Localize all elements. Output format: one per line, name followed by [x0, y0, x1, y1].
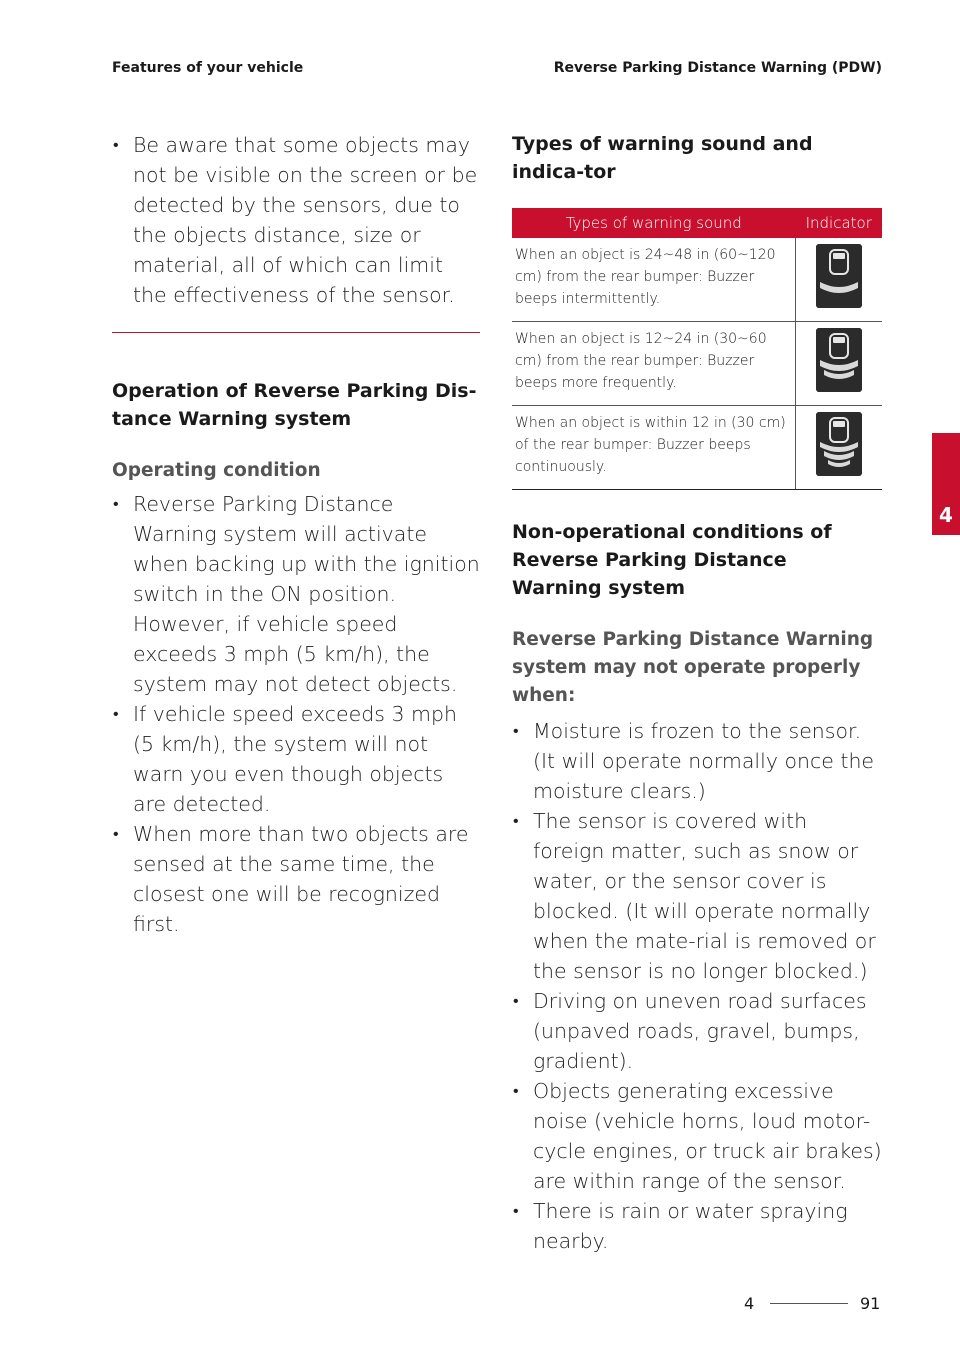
parking-sensor-far-icon: [816, 244, 862, 308]
indicator-cell: [796, 322, 883, 406]
table-row: [512, 322, 882, 406]
table-row: [512, 238, 882, 322]
list-item: • Reverse Parking Distance Warning system will activate when backing up with the ignition switch in the ON position. However, if vehicle speed exceeds 3 mph (5 km/h), the system may not detect objects.: [112, 489, 480, 699]
warning-sound-cell: When an object is 12~24 in (30~60 cm) from the rear bumper: Buzzer beeps more frequently.: [512, 322, 796, 406]
table-header-row: [512, 208, 882, 238]
types-heading: Types of warning sound and indica-tor: [512, 133, 813, 183]
list-item: • When more than two objects are sensed at the same time, the closest one will be recognized first.: [112, 819, 480, 939]
right-column: [512, 130, 882, 1256]
section-divider: [112, 332, 480, 333]
footer-divider: [770, 1303, 848, 1304]
chapter-side-tab: 4: [932, 433, 960, 535]
list-item: • Driving on uneven road surfaces (unpaved roads, gravel, bumps, gradient).: [512, 986, 882, 1076]
operating-bullet-list: [112, 489, 480, 939]
list-item: • There is rain or water spraying nearby.: [512, 1196, 882, 1256]
non-operational-heading: Non-operational conditions of Reverse Parking Distance Warning system: [512, 521, 832, 599]
footer-page-number: 91: [860, 1294, 881, 1313]
parking-sensor-mid-icon: [816, 328, 862, 392]
warning-sound-table: [512, 208, 882, 490]
column-header-indicator: Indicator: [796, 208, 883, 238]
list-item: • Be aware that some objects may not be visible on the screen or be detected by the sensors, due to the objects distance, size or material, all of which can limit the effectiveness of the sensor.: [112, 130, 480, 310]
non-operational-bullet-list: [512, 716, 882, 1256]
indicator-cell: [796, 406, 883, 490]
footer-chapter-number: 4: [744, 1294, 755, 1313]
parking-sensor-near-icon: [816, 412, 862, 476]
left-column: [112, 130, 480, 939]
operating-condition-heading: Operating condition: [112, 460, 321, 481]
running-header-topic: Reverse Parking Distance Warning (PDW): [553, 60, 882, 76]
indicator-cell: [796, 238, 883, 322]
may-not-operate-heading: Reverse Parking Distance Warning system may not operate properly when:: [512, 629, 874, 706]
list-item: • If vehicle speed exceeds 3 mph (5 km/h), the system will not warn you even though objects are detected.: [112, 699, 480, 819]
list-item: • The sensor is covered with foreign matter, such as snow or water, or the sensor cover is blocked. (It will operate normally when the mate-rial is removed or the sensor is no longer blocked.): [512, 806, 882, 986]
warning-sound-cell: When an object is 24~48 in (60~120 cm) from the rear bumper: Buzzer beeps intermittently.: [512, 238, 796, 322]
list-item: • Moisture is frozen to the sensor. (It will operate normally once the moisture clears.): [512, 716, 882, 806]
table-row: [512, 406, 882, 490]
column-header-sound: Types of warning sound: [512, 208, 796, 238]
operation-heading: Operation of Reverse Parking Dis-tance Warning system: [112, 380, 477, 430]
running-header-section: Features of your vehicle: [112, 60, 304, 76]
warning-sound-cell: When an object is within 12 in (30 cm) of the rear bumper: Buzzer beeps continuously.: [512, 406, 796, 490]
intro-bullet-list: [112, 130, 480, 310]
list-item: • Objects generating excessive noise (vehicle horns, loud motor-cycle engines, or truck air brakes) are within range of the sensor.: [512, 1076, 882, 1196]
